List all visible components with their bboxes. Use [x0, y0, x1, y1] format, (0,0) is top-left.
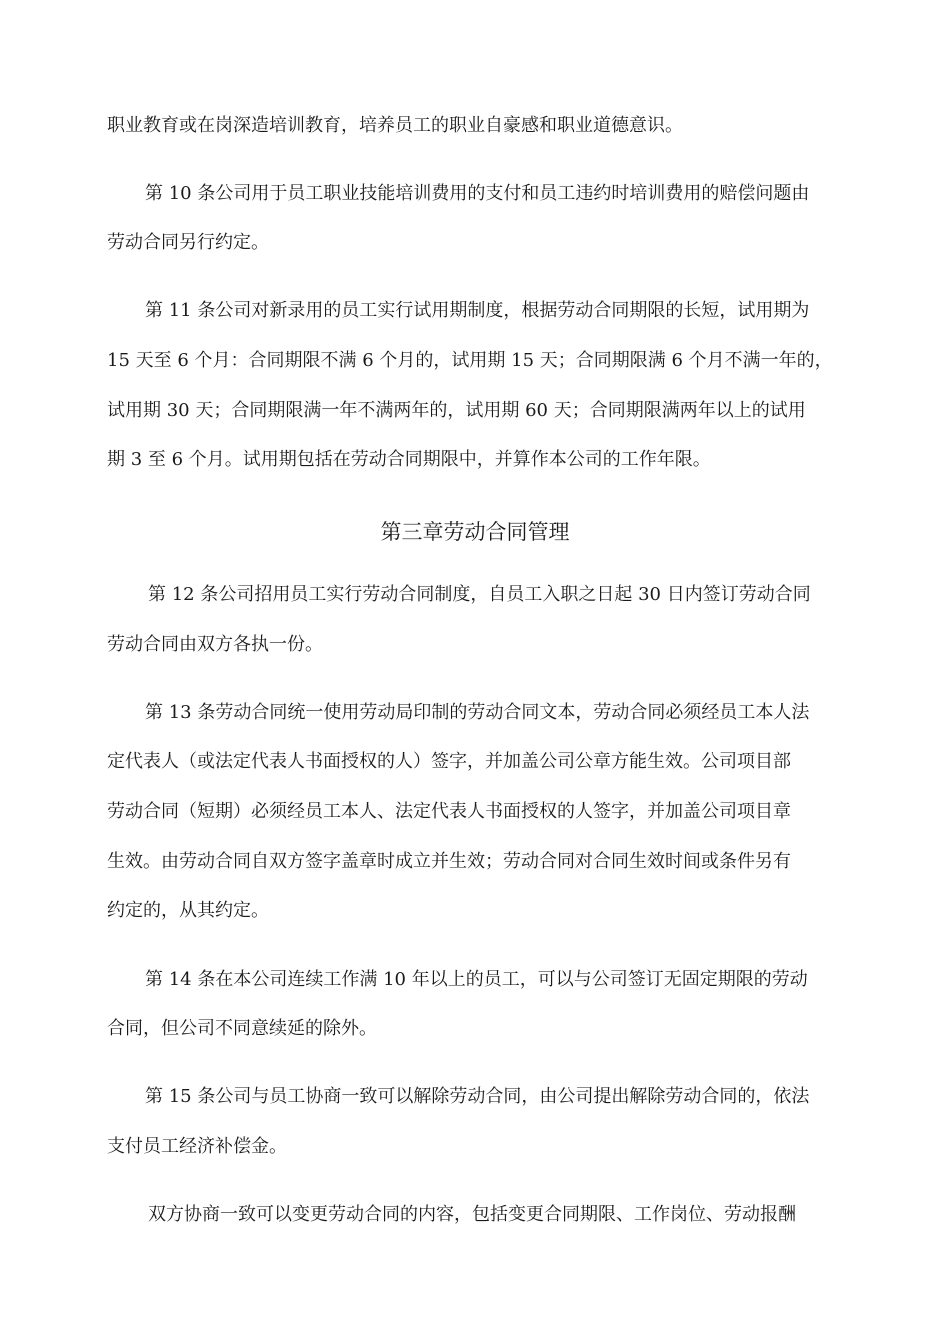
text-line: 支付员工经济补偿金。 — [107, 1136, 287, 1157]
text-line: 职业教育或在岗深造培训教育，培养员工的职业自豪感和职业道德意识。 — [107, 115, 683, 136]
text-line: 15 天至 6 个月：合同期限不满 6 个月的，试用期 15 天；合同期限满 6 个月不满一年的， — [107, 350, 833, 371]
text-line: 约定的，从其约定。 — [107, 900, 269, 921]
text-line: 第 14 条在本公司连续工作满 10 年以上的员工，可以与公司签订无固定期限的劳动 — [145, 969, 808, 990]
text-line: 第 15 条公司与员工协商一致可以解除劳动合同，由公司提出解除劳动合同的，依法 — [145, 1086, 810, 1107]
text-line: 劳动合同（短期）必须经员工本人、法定代表人书面授权的人签字，并加盖公司项目章 — [107, 801, 791, 822]
text-line: 第 12 条公司招用员工实行劳动合同制度，自员工入职之日起 30 日内签订劳动合同 — [148, 584, 811, 605]
text-line: 双方协商一致可以变更劳动合同的内容，包括变更合同期限、工作岗位、劳动报酬 — [148, 1204, 796, 1225]
text-line: 劳动合同另行约定。 — [107, 232, 269, 253]
text-line: 第 11 条公司对新录用的员工实行试用期制度，根据劳动合同期限的长短，试用期为 — [145, 300, 810, 321]
text-line: 劳动合同由双方各执一份。 — [107, 634, 323, 655]
text-line: 合同，但公司不同意续延的除外。 — [107, 1018, 377, 1039]
text-line: 第 13 条劳动合同统一使用劳动局印制的劳动合同文本，劳动合同必须经员工本人法 — [145, 702, 810, 723]
text-line: 试用期 30 天；合同期限满一年不满两年的，试用期 60 天；合同期限满两年以上的试用 — [107, 400, 806, 421]
text-line: 期 3 至 6 个月。试用期包括在劳动合同期限中，并算作本公司的工作年限。 — [107, 449, 711, 470]
text-line: 定代表人（或法定代表人书面授权的人）签字，并加盖公司公章方能生效。公司项目部 — [107, 751, 791, 772]
chapter-heading: 第三章劳动合同管理 — [380, 520, 570, 544]
text-line: 生效。由劳动合同自双方签字盖章时成立并生效；劳动合同对合同生效时间或条件另有 — [107, 851, 791, 872]
text-line: 第 10 条公司用于员工职业技能培训费用的支付和员工违约时培训费用的赔偿问题由 — [145, 183, 810, 204]
